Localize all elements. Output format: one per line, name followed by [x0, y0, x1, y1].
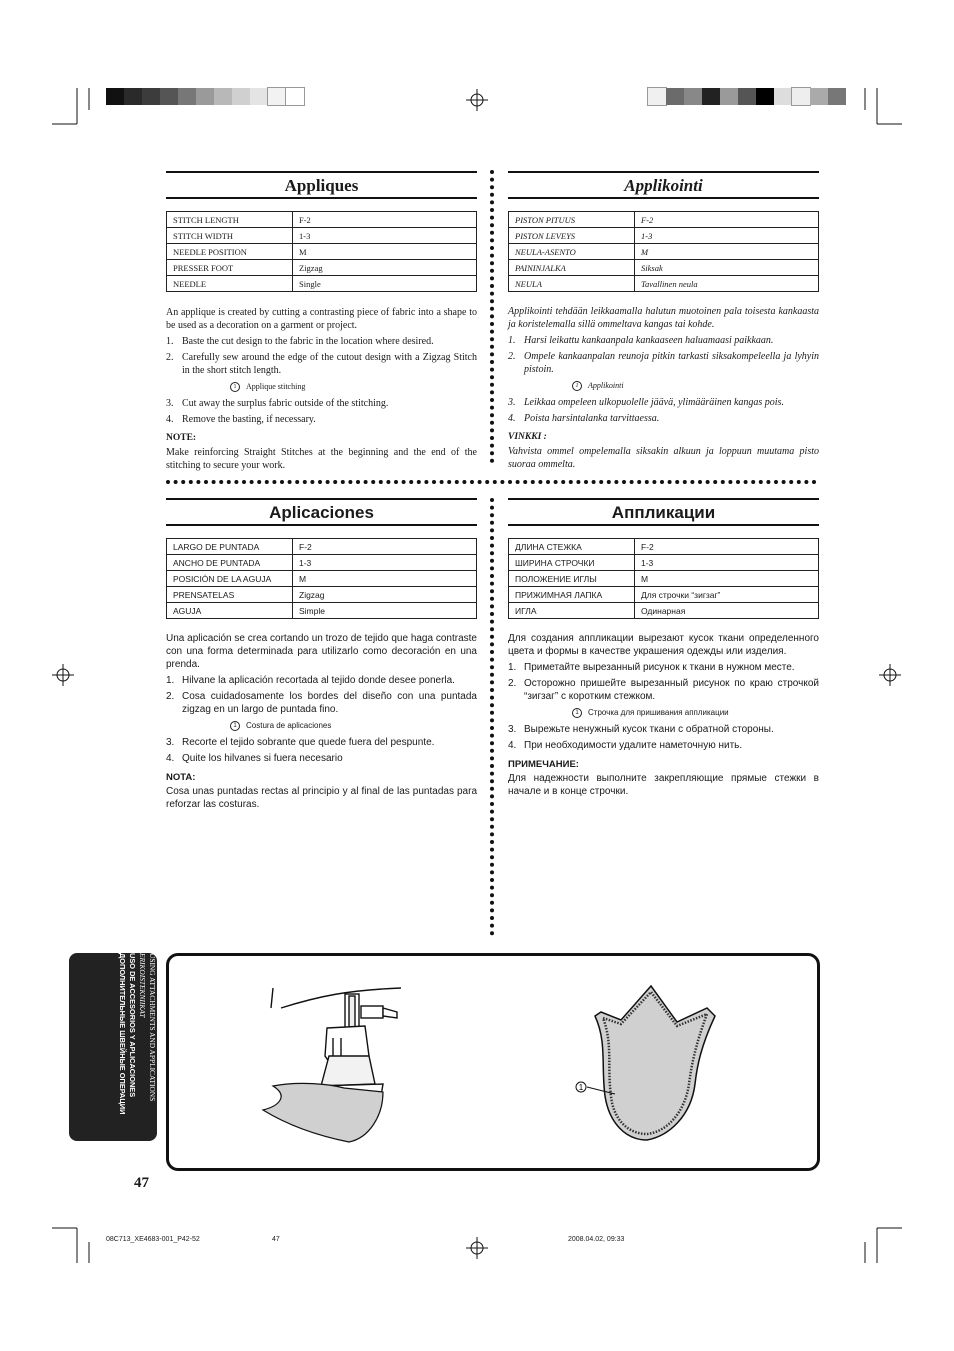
- step-es-4: 4. Quite los hilvanes si fuera necesario: [166, 753, 343, 764]
- step-ru-2: 2. Осторожно пришейте вырезанный рисунок по краю строчкой “зигзаг” с коротким стежком.: [508, 678, 819, 702]
- section-title-ru: Аппликации: [508, 498, 819, 526]
- settings-row: [167, 228, 477, 244]
- setting-label: PAININJALKA: [509, 260, 635, 276]
- setting-label: NEEDLE: [167, 276, 293, 292]
- caption-es: 1 Costura de aplicaciones: [230, 719, 477, 732]
- settings-row: [509, 260, 819, 276]
- setting-label: NEULA: [509, 276, 635, 292]
- settings-row: [509, 539, 819, 555]
- intro-fi: Applikointi tehdään leikkaamalla halutun muotoinen pala toisesta kankaasta ja koristelemalla sillä ommeltava kangas tai kohde.: [508, 306, 819, 330]
- setting-value: M: [635, 244, 819, 260]
- body-fi: [508, 305, 819, 474]
- settings-row: [509, 571, 819, 587]
- setting-label: STITCH WIDTH: [167, 228, 293, 244]
- body-ru: [508, 632, 819, 801]
- note-es: Cosa unas puntadas rectas al principio y al final de las puntadas para reforzar las costuras.: [166, 786, 477, 810]
- tulip-applique: [595, 986, 715, 1140]
- fabric-shape-under-foot: [263, 1083, 383, 1142]
- settings-row: [167, 603, 477, 619]
- step-es-2: 2. Cosa cuidadosamente los bordes del diseño con una puntada zigzag en un largo de puntada fino.: [166, 691, 477, 715]
- step-ru-3: 3. Вырежьте ненужный кусок ткани с обратной стороны.: [508, 724, 774, 735]
- chapter-sidebar-tab: [69, 953, 157, 1141]
- intro-en: An applique is created by cutting a contrasting piece of fabric into a shape to be used as a decoration on a garment or project.: [166, 307, 477, 331]
- settings-row: [509, 603, 819, 619]
- setting-value: F-2: [293, 212, 477, 228]
- setting-value: 1-3: [293, 555, 477, 571]
- settings-row: [509, 555, 819, 571]
- setting-value: Tavallinen neula: [635, 276, 819, 292]
- setting-value: Для строчки “зигзаг”: [635, 587, 819, 603]
- setting-label: ПОЛОЖЕНИЕ ИГЛЫ: [509, 571, 635, 587]
- setting-value: 1-3: [293, 228, 477, 244]
- step-en-3: 3. Cut away the surplus fabric outside of the stitching.: [166, 398, 389, 409]
- step-es-1: 1. Hilvane la aplicación recortada al tejido donde desee ponerla.: [166, 675, 455, 686]
- settings-table-es: [166, 538, 477, 619]
- steps-es-b: [166, 736, 477, 765]
- setting-value: Siksak: [635, 260, 819, 276]
- settings-table-ru: [508, 538, 819, 619]
- setting-label: AGUJA: [167, 603, 293, 619]
- setting-value: M: [293, 571, 477, 587]
- setting-label: STITCH LENGTH: [167, 212, 293, 228]
- sidebar-line-2: ERIKOISTEKNIIKAT: [138, 953, 147, 1018]
- settings-row: [167, 587, 477, 603]
- setting-value: M: [635, 571, 819, 587]
- section-title-en: Appliques: [166, 171, 477, 199]
- setting-value: M: [293, 244, 477, 260]
- setting-value: F-2: [635, 539, 819, 555]
- settings-row: [509, 244, 819, 260]
- steps-en: [166, 335, 477, 377]
- settings-row: [167, 555, 477, 571]
- setting-value: Simple: [293, 603, 477, 619]
- section-title-fi: Applikointi: [508, 171, 819, 199]
- setting-value: 1-3: [635, 228, 819, 244]
- sidebar-line-4: ДОПОЛНИТЕЛЬНЫЕ ШВЕЙНЫЕ ОПЕРАЦИИ: [118, 953, 127, 1115]
- settings-row: [167, 244, 477, 260]
- step-fi-4: 4. Poista harsintalanka tarvittaessa.: [508, 413, 660, 424]
- settings-row: [167, 276, 477, 292]
- section-title-es: Aplicaciones: [166, 498, 477, 526]
- note-title-fi: VINKKI :: [508, 432, 547, 442]
- setting-label: NEULA-ASENTO: [509, 244, 635, 260]
- settings-row: [167, 260, 477, 276]
- setting-label: ПРИЖИМНАЯ ЛАПКА: [509, 587, 635, 603]
- footer-file: 08C713_XE4683-001_P42-52: [106, 1236, 200, 1243]
- footer-page: 47: [272, 1236, 280, 1243]
- illustration-box: [166, 953, 820, 1171]
- sidebar-line-1: USING ATTACHMENTS AND APPLICATIONS: [148, 953, 157, 1102]
- setting-value: F-2: [293, 539, 477, 555]
- settings-row: [509, 212, 819, 228]
- steps-en-b: [166, 397, 477, 426]
- setting-label: ШИРИНА СТРОЧКИ: [509, 555, 635, 571]
- setting-label: NEEDLE POSITION: [167, 244, 293, 260]
- footer-datetime: 2008.04.02, 09:33: [568, 1236, 625, 1243]
- setting-value: Single: [293, 276, 477, 292]
- setting-label: ANCHO DE PUNTADA: [167, 555, 293, 571]
- applique-illustration: [169, 956, 817, 1168]
- setting-label: PISTON LEVEYS: [509, 228, 635, 244]
- settings-table-fi: [508, 211, 819, 292]
- caption-en: 1 Applique stitching: [230, 380, 477, 393]
- step-en-1: 1. Baste the cut design to the fabric in the location where desired.: [166, 336, 434, 347]
- step-en-2: 2. Carefully sew around the edge of the cutout design with a Zigzag Stitch in the short stitch length.: [166, 352, 477, 376]
- setting-label: ДЛИНА СТЕЖКА: [509, 539, 635, 555]
- step-es-3: 3. Recorte el tejido sobrante que quede fuera del pespunte.: [166, 737, 435, 748]
- settings-row: [167, 571, 477, 587]
- intro-ru: Для создания аппликации вырезают кусок ткани определенного цвета и формы в качестве украшения одежды или изделия.: [508, 633, 819, 657]
- setting-label: PRESSER FOOT: [167, 260, 293, 276]
- settings-table-en: [166, 211, 477, 292]
- svg-text:1: 1: [578, 1083, 584, 1092]
- step-ru-4: 4. При необходимости удалите наметочную нить.: [508, 740, 743, 751]
- settings-row: [167, 539, 477, 555]
- steps-es: [166, 674, 477, 716]
- steps-ru: [508, 661, 819, 703]
- step-fi-1: 1. Harsi leikattu kankaanpala kankaaseen haluamaasi paikkaan.: [508, 335, 774, 346]
- caption-ru: 1 Строчка для пришивания аппликации: [572, 706, 819, 719]
- sidebar-line-3: USO DE ACCESORIOS Y APLICACIONES: [128, 953, 137, 1098]
- settings-row: [509, 587, 819, 603]
- page-number: 47: [134, 1175, 149, 1191]
- step-ru-1: 1. Приметайте вырезанный рисунок к ткани в нужном месте.: [508, 662, 795, 673]
- note-title-ru: ПРИМЕЧАНИЕ:: [508, 759, 579, 770]
- note-title-es: NOTA:: [166, 772, 196, 783]
- body-en: [166, 306, 477, 475]
- note-en: Make reinforcing Straight Stitches at the beginning and the end of the stitching to secure your work.: [166, 447, 477, 471]
- setting-label: PRENSATELAS: [167, 587, 293, 603]
- setting-value: Zigzag: [293, 260, 477, 276]
- step-en-4: 4. Remove the basting, if necessary.: [166, 414, 316, 425]
- settings-row: [509, 276, 819, 292]
- body-es: [166, 632, 477, 814]
- settings-row: [509, 228, 819, 244]
- setting-value: F-2: [635, 212, 819, 228]
- step-fi-3: 3. Leikkaa ompeleen ulkopuolelle jäävä, ylimääräinen kangas pois.: [508, 397, 784, 408]
- step-fi-2: 2. Ompele kankaanpalan reunoja pitkin tarkasti siksakompeleella ja lyhyin pistoin.: [508, 351, 819, 375]
- presser-foot-drawing: [271, 988, 401, 1098]
- settings-row: [167, 212, 477, 228]
- setting-value: Одинарная: [635, 603, 819, 619]
- setting-label: ИГЛА: [509, 603, 635, 619]
- caption-fi: 1 Applikointi: [572, 379, 819, 392]
- setting-label: POSICIÓN DE LA AGUJA: [167, 571, 293, 587]
- steps-fi: [508, 334, 819, 376]
- steps-fi-b: [508, 396, 819, 425]
- note-fi: Vahvista ommel ompelemalla siksakin alkuun ja loppuun muutama pisto suoraa ommelta.: [508, 446, 819, 470]
- setting-label: PISTON PITUUS: [509, 212, 635, 228]
- intro-es: Una aplicación se crea cortando un trozo de tejido que haga contraste con una forma determinada para utilizarlo como decoración en una prenda.: [166, 633, 477, 670]
- note-title-en: NOTE:: [166, 433, 197, 443]
- setting-label: LARGO DE PUNTADA: [167, 539, 293, 555]
- steps-ru-b: [508, 723, 819, 752]
- setting-value: Zigzag: [293, 587, 477, 603]
- note-ru: Для надежности выполните закрепляющие прямые стежки в начале и в конце строчки.: [508, 773, 819, 797]
- setting-value: 1-3: [635, 555, 819, 571]
